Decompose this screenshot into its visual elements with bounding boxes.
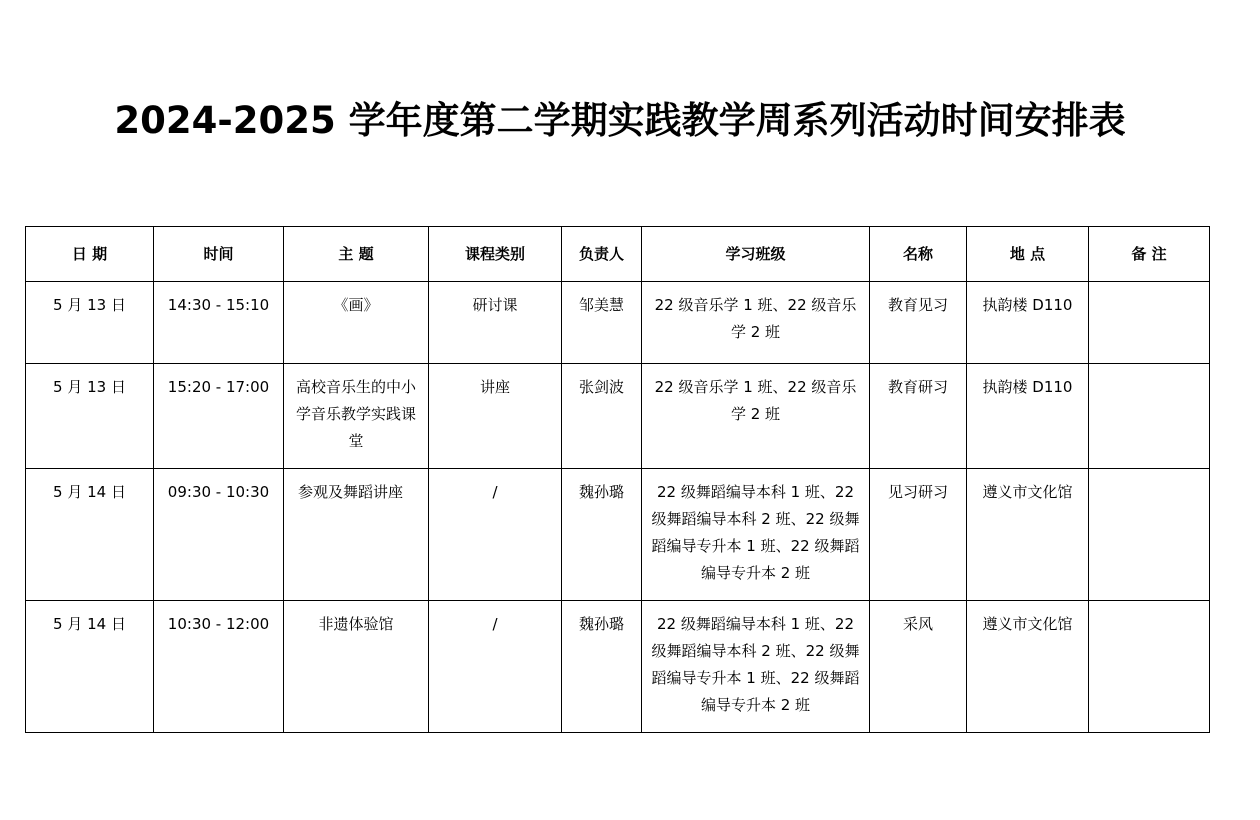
header-name: 名称 [870,227,967,282]
header-classes: 学习班级 [642,227,870,282]
cell-remarks [1089,364,1210,469]
header-location: 地 点 [967,227,1089,282]
cell-category: / [429,469,562,601]
table-row [26,282,1210,364]
page-title: 2024-2025 学年度第二学期实践教学周系列活动时间安排表 [114,99,1126,142]
cell-time: 09:30 - 10:30 [154,469,284,601]
cell-location: 执韵楼 D110 [967,364,1089,469]
header-remarks: 备 注 [1089,227,1210,282]
header-person: 负责人 [562,227,642,282]
cell-remarks [1089,601,1210,733]
cell-time: 14:30 - 15:10 [154,282,284,364]
table-row [26,469,1210,601]
cell-remarks [1089,282,1210,364]
cell-name: 教育见习 [870,282,967,364]
cell-date: 5 月 14 日 [26,469,154,601]
header-topic: 主 题 [284,227,429,282]
cell-person: 张剑波 [562,364,642,469]
cell-person: 邹美慧 [562,282,642,364]
cell-category: / [429,601,562,733]
cell-date: 5 月 13 日 [26,282,154,364]
schedule-table [25,226,1210,733]
cell-person: 魏孙璐 [562,601,642,733]
cell-classes: 22 级舞蹈编导本科 1 班、22 级舞蹈编导本科 2 班、22 级舞蹈编导专升本 1 班、22 级舞蹈编导专升本 2 班 [642,601,870,733]
table-row [26,601,1210,733]
cell-classes: 22 级舞蹈编导本科 1 班、22 级舞蹈编导本科 2 班、22 级舞蹈编导专升本 1 班、22 级舞蹈编导专升本 2 班 [642,469,870,601]
cell-classes: 22 级音乐学 1 班、22 级音乐学 2 班 [642,282,870,364]
cell-location: 执韵楼 D110 [967,282,1089,364]
cell-location: 遵义市文化馆 [967,601,1089,733]
cell-topic: 非遗体验馆 [284,601,429,733]
cell-time: 10:30 - 12:00 [154,601,284,733]
header-category: 课程类别 [429,227,562,282]
header-row [26,227,1210,282]
cell-topic: 高校音乐生的中小学音乐教学实践课堂 [284,364,429,469]
header-date: 日 期 [26,227,154,282]
table-row [26,364,1210,469]
cell-name: 采风 [870,601,967,733]
cell-date: 5 月 13 日 [26,364,154,469]
cell-category: 讲座 [429,364,562,469]
cell-topic: 参观及舞蹈讲座 [284,469,429,601]
cell-remarks [1089,469,1210,601]
cell-classes: 22 级音乐学 1 班、22 级音乐学 2 班 [642,364,870,469]
cell-location: 遵义市文化馆 [967,469,1089,601]
header-time: 时间 [154,227,284,282]
cell-person: 魏孙璐 [562,469,642,601]
cell-topic: 《画》 [284,282,429,364]
cell-name: 见习研习 [870,469,967,601]
cell-category: 研讨课 [429,282,562,364]
cell-date: 5 月 14 日 [26,601,154,733]
cell-name: 教育研习 [870,364,967,469]
cell-time: 15:20 - 17:00 [154,364,284,469]
